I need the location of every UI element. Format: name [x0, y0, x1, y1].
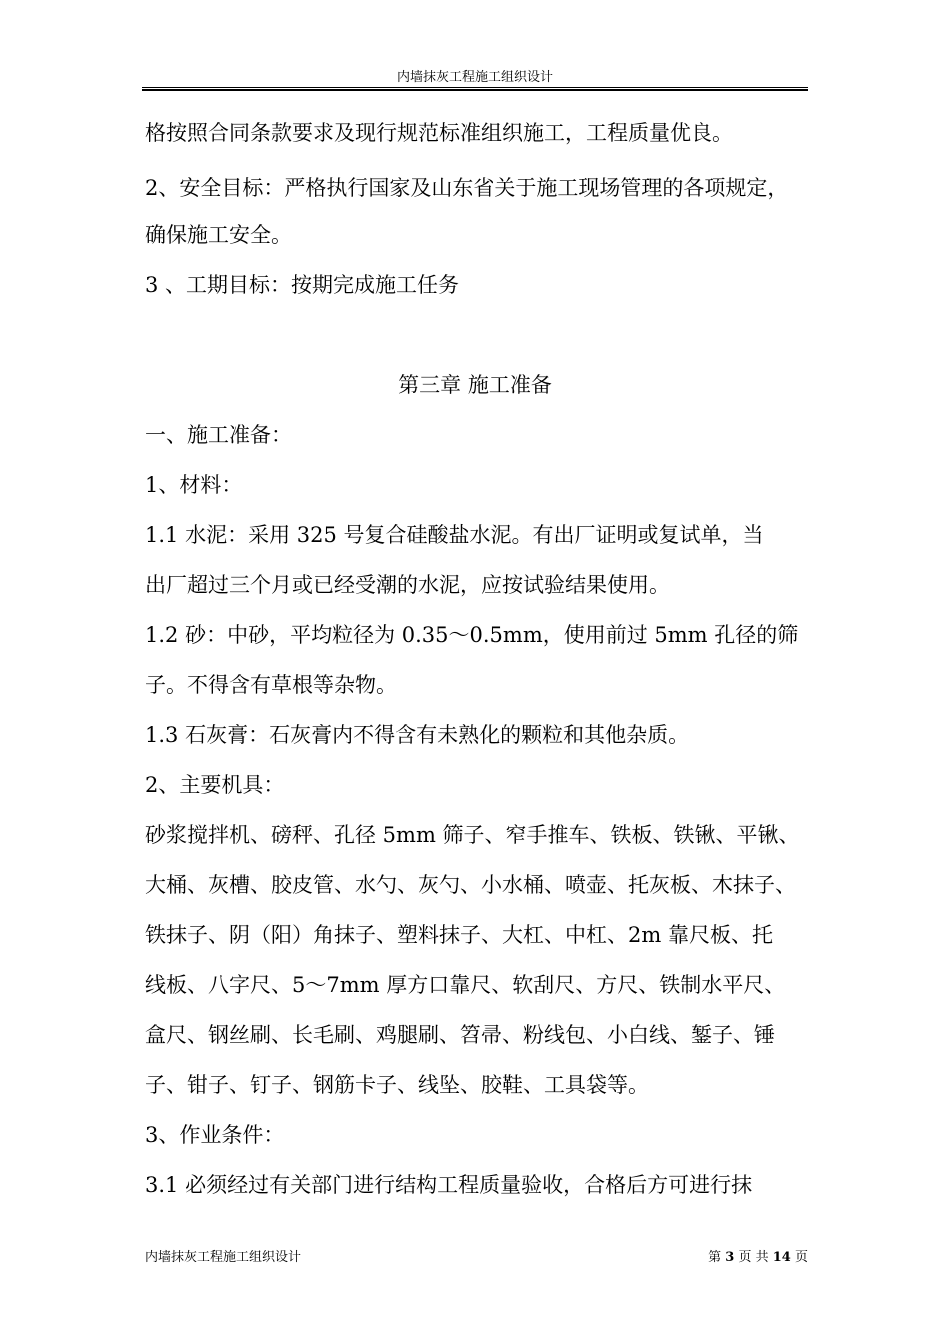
header-title: 内墙抹灰工程施工组织设计	[396, 70, 553, 85]
section-heading: 一、施工准备：	[145, 423, 292, 447]
body-line: 1.3 石灰膏：石灰膏内不得含有未熟化的颗粒和其他杂质。	[145, 723, 690, 747]
page-suffix: 页	[794, 1250, 808, 1265]
body-line: 1.1 水泥：采用 325 号复合硅酸盐水泥。有出厂证明或复试单，当	[145, 523, 764, 547]
body-line: 子。不得含有草根等杂物。	[145, 673, 397, 697]
body-line: 大桶、灰槽、胶皮管、水勺、灰勺、小水桶、喷壶、托灰板、木抹子、	[145, 873, 796, 897]
body-line: 砂浆搅拌机、磅秤、孔径 5mm 筛子、窄手推车、铁板、铁锹、平锹、	[145, 823, 800, 847]
body-line: 1.2 砂：中砂，平均粒径为 0.35～0.5mm，使用前过 5mm 孔径的筛	[145, 623, 799, 647]
body-line: 铁抹子、阴（阳）角抹子、塑料抹子、大杠、中杠、2m 靠尺板、托	[145, 923, 773, 947]
body-line: 确保施工安全。	[145, 223, 292, 247]
body-line: 子、钳子、钉子、钢筋卡子、线坠、胶鞋、工具袋等。	[145, 1073, 649, 1097]
page-total: 14	[772, 1250, 791, 1265]
subsection-heading: 3、作业条件：	[145, 1123, 285, 1147]
body-line: 线板、八字尺、5～7mm 厚方口靠尺、软刮尺、方尺、铁制水平尺、	[145, 973, 786, 997]
page-mid: 页 共	[738, 1250, 769, 1265]
subsection-heading: 2、主要机具：	[145, 773, 285, 797]
body-line: 盒尺、钢丝刷、长毛刷、鸡腿刷、笤帚、粉线包、小白线、錾子、锤	[145, 1023, 775, 1047]
page-current: 3	[725, 1250, 735, 1265]
body-line: 2、安全目标：严格执行国家及山东省关于施工现场管理的各项规定，	[145, 176, 789, 200]
chapter-title: 第三章 施工准备	[398, 373, 552, 397]
body-line: 3 、工期目标：按期完成施工任务	[145, 273, 460, 297]
body-line: 格按照合同条款要求及现行规范标准组织施工，工程质量优良。	[145, 121, 733, 145]
header-rule	[142, 87, 808, 91]
subsection-heading: 1、材料：	[145, 473, 243, 497]
footer-title: 内墙抹灰工程施工组织设计	[145, 1250, 302, 1265]
page-number	[708, 1250, 808, 1266]
body-line: 出厂超过三个月或已经受潮的水泥，应按试验结果使用。	[145, 573, 670, 597]
page-prefix: 第	[708, 1250, 722, 1265]
body-line: 3.1 必须经过有关部门进行结构工程质量验收，合格后方可进行抹	[145, 1173, 753, 1197]
